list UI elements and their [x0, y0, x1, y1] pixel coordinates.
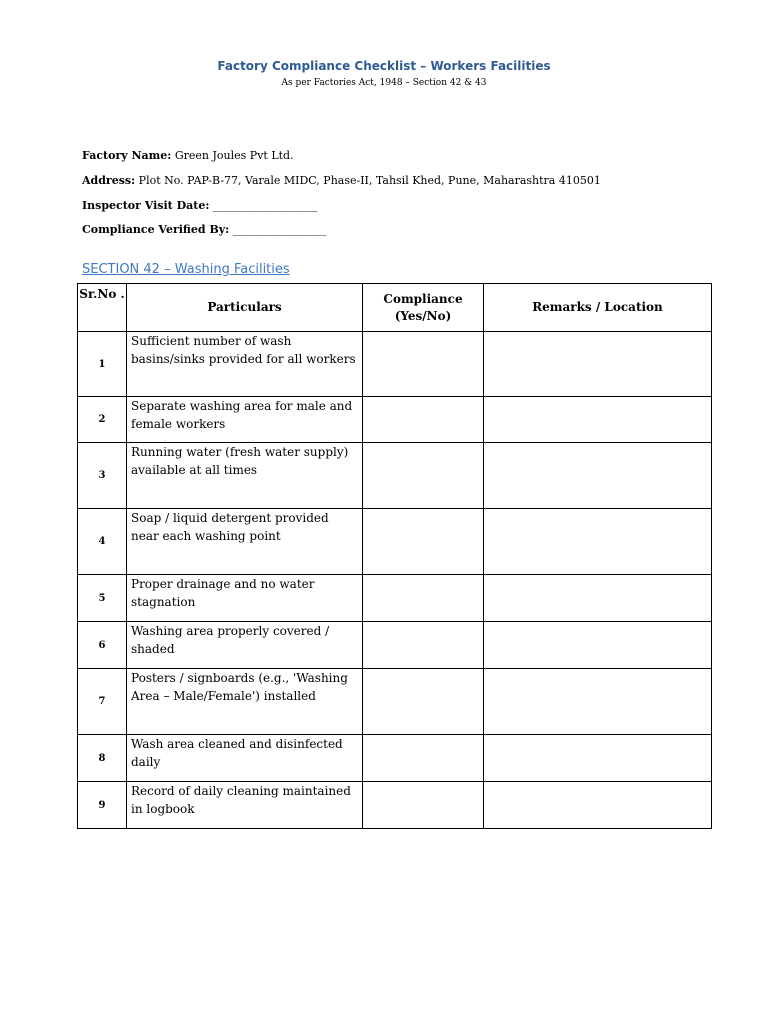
address-value: Plot No. PAP-B-77, Varale MIDC, Phase-II, Tahsil Khed, Pune, Maharashtra 410501	[135, 174, 601, 187]
table-row	[78, 782, 712, 829]
row-particulars: Wash area cleaned and disinfected daily	[127, 735, 363, 782]
section-title: SECTION 42 – Washing Facilities	[82, 262, 290, 277]
visit-date-line	[82, 199, 317, 212]
row-particulars: Posters / signboards (e.g., 'Washing Area – Male/Female') installed	[127, 669, 363, 735]
row-remarks-cell[interactable]	[484, 622, 712, 669]
table-row	[78, 397, 712, 443]
row-compliance-cell[interactable]	[363, 622, 484, 669]
table-row	[78, 332, 712, 397]
visit-date-label: Inspector Visit Date:	[82, 199, 210, 212]
row-particulars: Proper drainage and no water stagnation	[127, 575, 363, 622]
row-remarks-cell[interactable]	[484, 669, 712, 735]
header-remarks: Remarks / Location	[484, 284, 712, 332]
document-subtitle: As per Factories Act, 1948 – Section 42 & 43	[281, 78, 487, 88]
verified-by-label: Compliance Verified By:	[82, 223, 230, 236]
factory-name-value: Green Joules Pvt Ltd.	[171, 149, 294, 162]
table-header-row	[78, 284, 712, 332]
row-compliance-cell[interactable]	[363, 509, 484, 575]
row-compliance-cell[interactable]	[363, 575, 484, 622]
row-sr-no: 3	[78, 443, 127, 509]
row-compliance-cell[interactable]	[363, 397, 484, 443]
verified-by-value: _________________	[229, 223, 327, 236]
row-compliance-cell[interactable]	[363, 332, 484, 397]
factory-name-label: Factory Name:	[82, 149, 172, 162]
table-row	[78, 735, 712, 782]
row-remarks-cell[interactable]	[484, 443, 712, 509]
row-particulars: Sufficient number of wash basins/sinks provided for all workers	[127, 332, 363, 397]
address-line	[82, 174, 601, 187]
row-sr-no: 5	[78, 575, 127, 622]
row-compliance-cell[interactable]	[363, 669, 484, 735]
address-label: Address:	[82, 174, 136, 187]
row-sr-no: 1	[78, 332, 127, 397]
header-sr-no: Sr.No .	[78, 284, 127, 332]
row-sr-no: 9	[78, 782, 127, 829]
row-remarks-cell[interactable]	[484, 782, 712, 829]
row-sr-no: 7	[78, 669, 127, 735]
row-particulars: Soap / liquid detergent provided near each washing point	[127, 509, 363, 575]
row-particulars: Running water (fresh water supply) available at all times	[127, 443, 363, 509]
header-particulars: Particulars	[127, 284, 363, 332]
row-sr-no: 8	[78, 735, 127, 782]
row-remarks-cell[interactable]	[484, 575, 712, 622]
table-row	[78, 622, 712, 669]
header-compliance: Compliance (Yes/No)	[363, 284, 484, 332]
row-remarks-cell[interactable]	[484, 509, 712, 575]
row-remarks-cell[interactable]	[484, 332, 712, 397]
row-sr-no: 4	[78, 509, 127, 575]
row-remarks-cell[interactable]	[484, 735, 712, 782]
verified-by-line	[82, 223, 326, 236]
table-row	[78, 509, 712, 575]
visit-date-value: ___________________	[209, 199, 318, 212]
checklist-table	[77, 283, 712, 829]
row-particulars: Separate washing area for male and female workers	[127, 397, 363, 443]
row-particulars: Record of daily cleaning maintained in logbook	[127, 782, 363, 829]
table-row	[78, 443, 712, 509]
row-particulars: Washing area properly covered / shaded	[127, 622, 363, 669]
table-row	[78, 669, 712, 735]
document-title: Factory Compliance Checklist – Workers Facilities	[217, 59, 551, 73]
row-compliance-cell[interactable]	[363, 735, 484, 782]
row-sr-no: 2	[78, 397, 127, 443]
row-compliance-cell[interactable]	[363, 782, 484, 829]
factory-name-line	[82, 149, 294, 162]
row-sr-no: 6	[78, 622, 127, 669]
row-compliance-cell[interactable]	[363, 443, 484, 509]
table-row	[78, 575, 712, 622]
row-remarks-cell[interactable]	[484, 397, 712, 443]
